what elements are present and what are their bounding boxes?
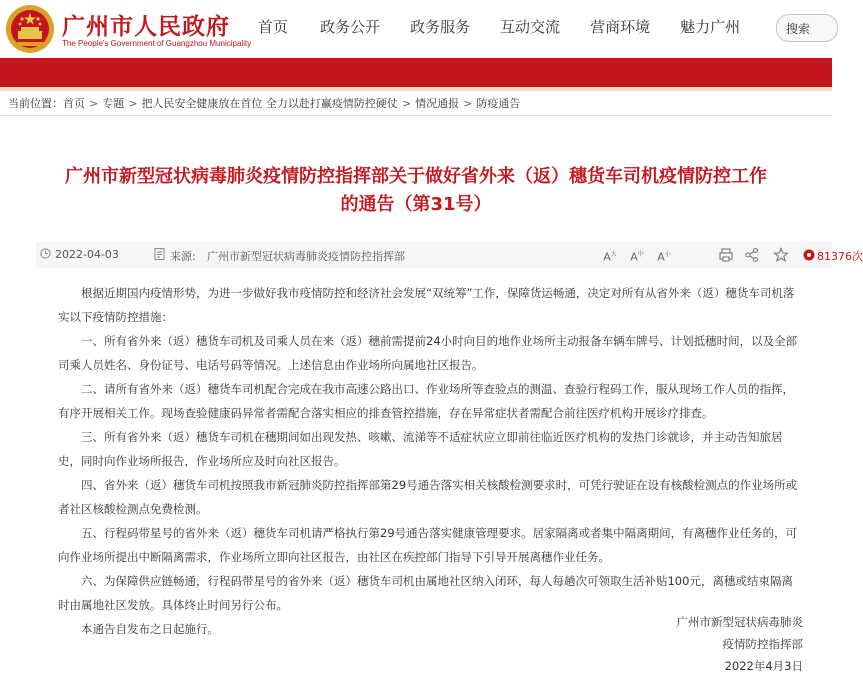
breadcrumb-separator: > [463, 97, 473, 110]
national-emblem-icon[interactable] [5, 4, 55, 54]
nav-government-services[interactable]: 政务服务 [410, 18, 471, 36]
font-size-small-button[interactable]: $A^小$ [657, 250, 671, 264]
article-body [58, 281, 804, 641]
font-size-small-label: 小 [664, 251, 671, 258]
breadcrumb-topic[interactable]: 把人民安全健康放在首位 全力以赴打赢疫情防控硬仗 [141, 97, 398, 110]
site-header [0, 0, 832, 58]
breadcrumb-prefix: 当前位置： [8, 97, 63, 110]
breadcrumb-topics[interactable]: 专题 [102, 97, 125, 110]
nav-business-environment[interactable]: 营商环境 [590, 18, 651, 36]
breadcrumb [8, 95, 520, 111]
source-label: 来源: [170, 250, 196, 263]
article-paragraph: 本通告自发布之日起施行。 [81, 622, 219, 636]
site-name[interactable]: 广州市人民政府 [62, 14, 230, 40]
font-size-medium-button[interactable]: $A^中$ [630, 250, 644, 264]
share-icon[interactable] [743, 246, 761, 264]
site-name-en: The People's Government of Guangzhou Municipality [62, 39, 252, 48]
nav-charm-guangzhou[interactable]: 魅力广州 [680, 18, 741, 36]
clock-icon [40, 248, 51, 259]
breadcrumb-notice[interactable]: 防疫通告 [476, 97, 521, 110]
font-size-large-label: 大 [610, 251, 617, 258]
banner-strip [0, 87, 832, 91]
signature-block [677, 611, 804, 677]
favorite-star-icon[interactable] [772, 246, 790, 264]
breadcrumb-separator: > [89, 97, 99, 110]
divider [0, 115, 832, 116]
nav-government-affairs-disclosure[interactable]: 政务公开 [320, 18, 381, 36]
nav-interaction[interactable]: 互动交流 [500, 18, 561, 36]
article-paragraph: 六、为保障供应链畅通，行程码带星号的省外来（返）穗货车司机由属地社区纳入闭环，每人每趟次可领取生活补贴100元，离穗或结束隔离时由属地社区发放。具体终止时间另行公布。 [58, 574, 793, 612]
article-paragraph: 一、所有省外来（返）穗货车司机及司乘人员在来（返）穗前需提前24小时向目的地作业场所主动报备车辆车牌号、计划抵穗时间，以及全部司乘人员姓名、身份证号、电话号码等情况。上述信息由作业场所向属地社区报告。 [58, 334, 798, 372]
print-icon[interactable] [717, 246, 735, 264]
breadcrumb-separator: > [128, 97, 138, 110]
breadcrumb-separator: > [401, 97, 412, 110]
main-nav [258, 0, 770, 56]
document-icon [154, 248, 165, 260]
signature-line: 广州市新型冠状病毒肺炎 [676, 615, 803, 629]
search-box[interactable] [776, 14, 838, 42]
font-size-large-button[interactable]: $A^大$ [603, 250, 617, 264]
nav-home[interactable]: 首页 [258, 18, 289, 36]
article-paragraph: 三、所有省外来（返）穗货车司机在穗期间如出现发热、咳嗽、流涕等不适症状应立即前往临近医疗机构的发热门诊就诊，并主动告知旅居史，同时向作业场所报告，作业场所应及时向社区报告。 [58, 430, 783, 468]
source-value: 广州市新型冠状病毒肺炎疫情防控指挥部 [207, 250, 405, 263]
red-banner [0, 58, 832, 87]
article-paragraph: 五、行程码带星号的省外来（返）穗货车司机请严格执行第29号通告落实健康管理要求。居家隔离或者集中隔离期间，有离穗作业任务的，可向作业场所提出中断隔离需求，作业场所立即向社区报告，由社区在疾控部门指导下引导开展离穗作业任务。 [58, 526, 798, 564]
breadcrumb-situation-report[interactable]: 情况通报 [415, 97, 460, 110]
article-meta-bar [36, 242, 863, 268]
article-paragraph: 二、请所有省外来（返）穗货车司机配合完成在我市高速公路出口、作业场所等查验点的测温、查验行程码工作，服从现场工作人员的指挥，有序开展相关工作。现场查验健康码异常者需配合落实相应的排查管控措施，存在异常症状者需配合前往医疗机构开展诊疗排查。 [58, 382, 794, 420]
publish-date: 2022-04-03 [55, 248, 119, 261]
breadcrumb-home[interactable]: 首页 [63, 97, 85, 110]
signature-date: 2022年4月3日 [724, 659, 803, 673]
search-label: 搜索 [786, 22, 811, 36]
signature-line: 疫情防控指挥部 [722, 637, 803, 651]
font-size-medium-label: 中 [637, 251, 644, 258]
article-title: 广州市新型冠状病毒肺炎疫情防控指挥部关于做好省外来（返）穗货车司机疫情防控工作的通告（第31号） [65, 166, 767, 215]
article-paragraph: 四、省外来（返）穗货车司机按照我市新冠肺炎防控指挥部第29号通告落实相关核酸检测要求时，可凭行驶证在设有核酸检测点的作业场所或者社区核酸检测点免费检测。 [58, 478, 798, 516]
eye-icon [803, 249, 815, 261]
view-count: 81376次 [817, 250, 863, 263]
article-paragraph: 根据近期国内疫情形势，为进一步做好我市疫情防控和经济社会发展“双统筹”工作，保障货运畅通，决定对所有从省外来（返）穗货车司机落实以下疫情防控措施： [58, 286, 795, 324]
